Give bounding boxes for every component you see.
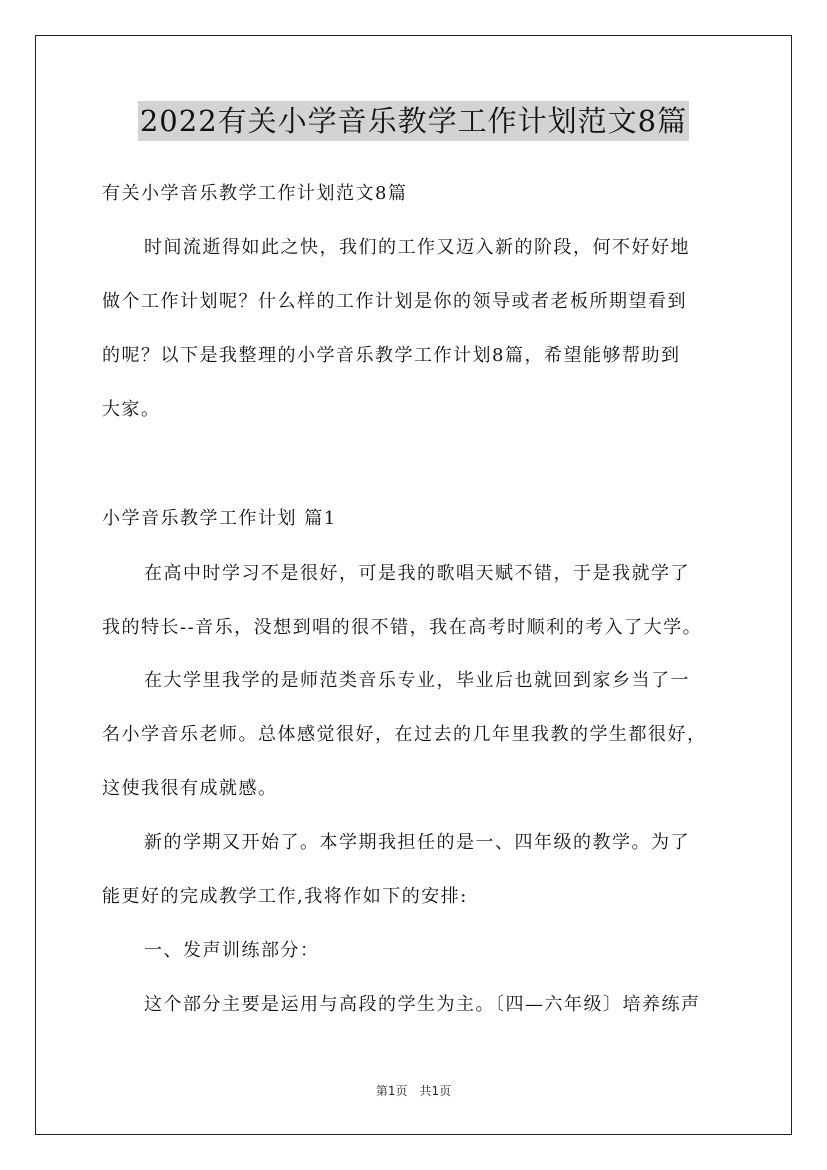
intro-line: 做个工作计划呢？什么样的工作计划是你的领导或者老板所期望看到: [102, 291, 687, 312]
document-title: [0, 100, 827, 140]
paragraph-line: 新的学期又开始了。本学期我担任的是一、四年级的教学。为了: [144, 832, 690, 853]
paragraph-line: 能更好的完成教学工作,我将作如下的安排:: [102, 886, 468, 907]
paragraph-line: 在大学里我学的是师范类音乐专业，毕业后也就回到家乡当了一: [144, 670, 690, 691]
intro-line: 的呢？以下是我整理的小学音乐教学工作计划8篇，希望能够帮助到: [102, 345, 681, 366]
document-title-text: 2022有关小学音乐教学工作计划范文8篇: [138, 101, 689, 141]
paragraph-line: 在高中时学习不是很好，可是我的歌唱天赋不错，于是我就学了: [144, 563, 690, 584]
paragraph-line: 名小学音乐老师。总体感觉很好，在过去的几年里我教的学生都很好，: [102, 724, 707, 745]
intro-line: 时间流逝得如此之快，我们的工作又迈入新的阶段，何不好好地: [144, 237, 690, 258]
document-subtitle: 有关小学音乐教学工作计划范文8篇: [102, 183, 408, 204]
paragraph-line: 这个部分主要是运用与高段的学生为主。〔四—六年级〕培养练声: [144, 994, 701, 1015]
paragraph-line: 一、发声训练部分：: [144, 940, 320, 961]
paragraph-line: 这使我很有成就感。: [102, 778, 278, 799]
section-heading: 小学音乐教学工作计划 篇1: [102, 508, 337, 529]
paragraph-line: 我的特长--音乐，没想到唱的很不错，我在高考时顺利的考入了大学。: [102, 617, 703, 638]
intro-line: 大家。: [102, 399, 161, 420]
page-number: 第1页 共1页: [375, 1084, 452, 1098]
